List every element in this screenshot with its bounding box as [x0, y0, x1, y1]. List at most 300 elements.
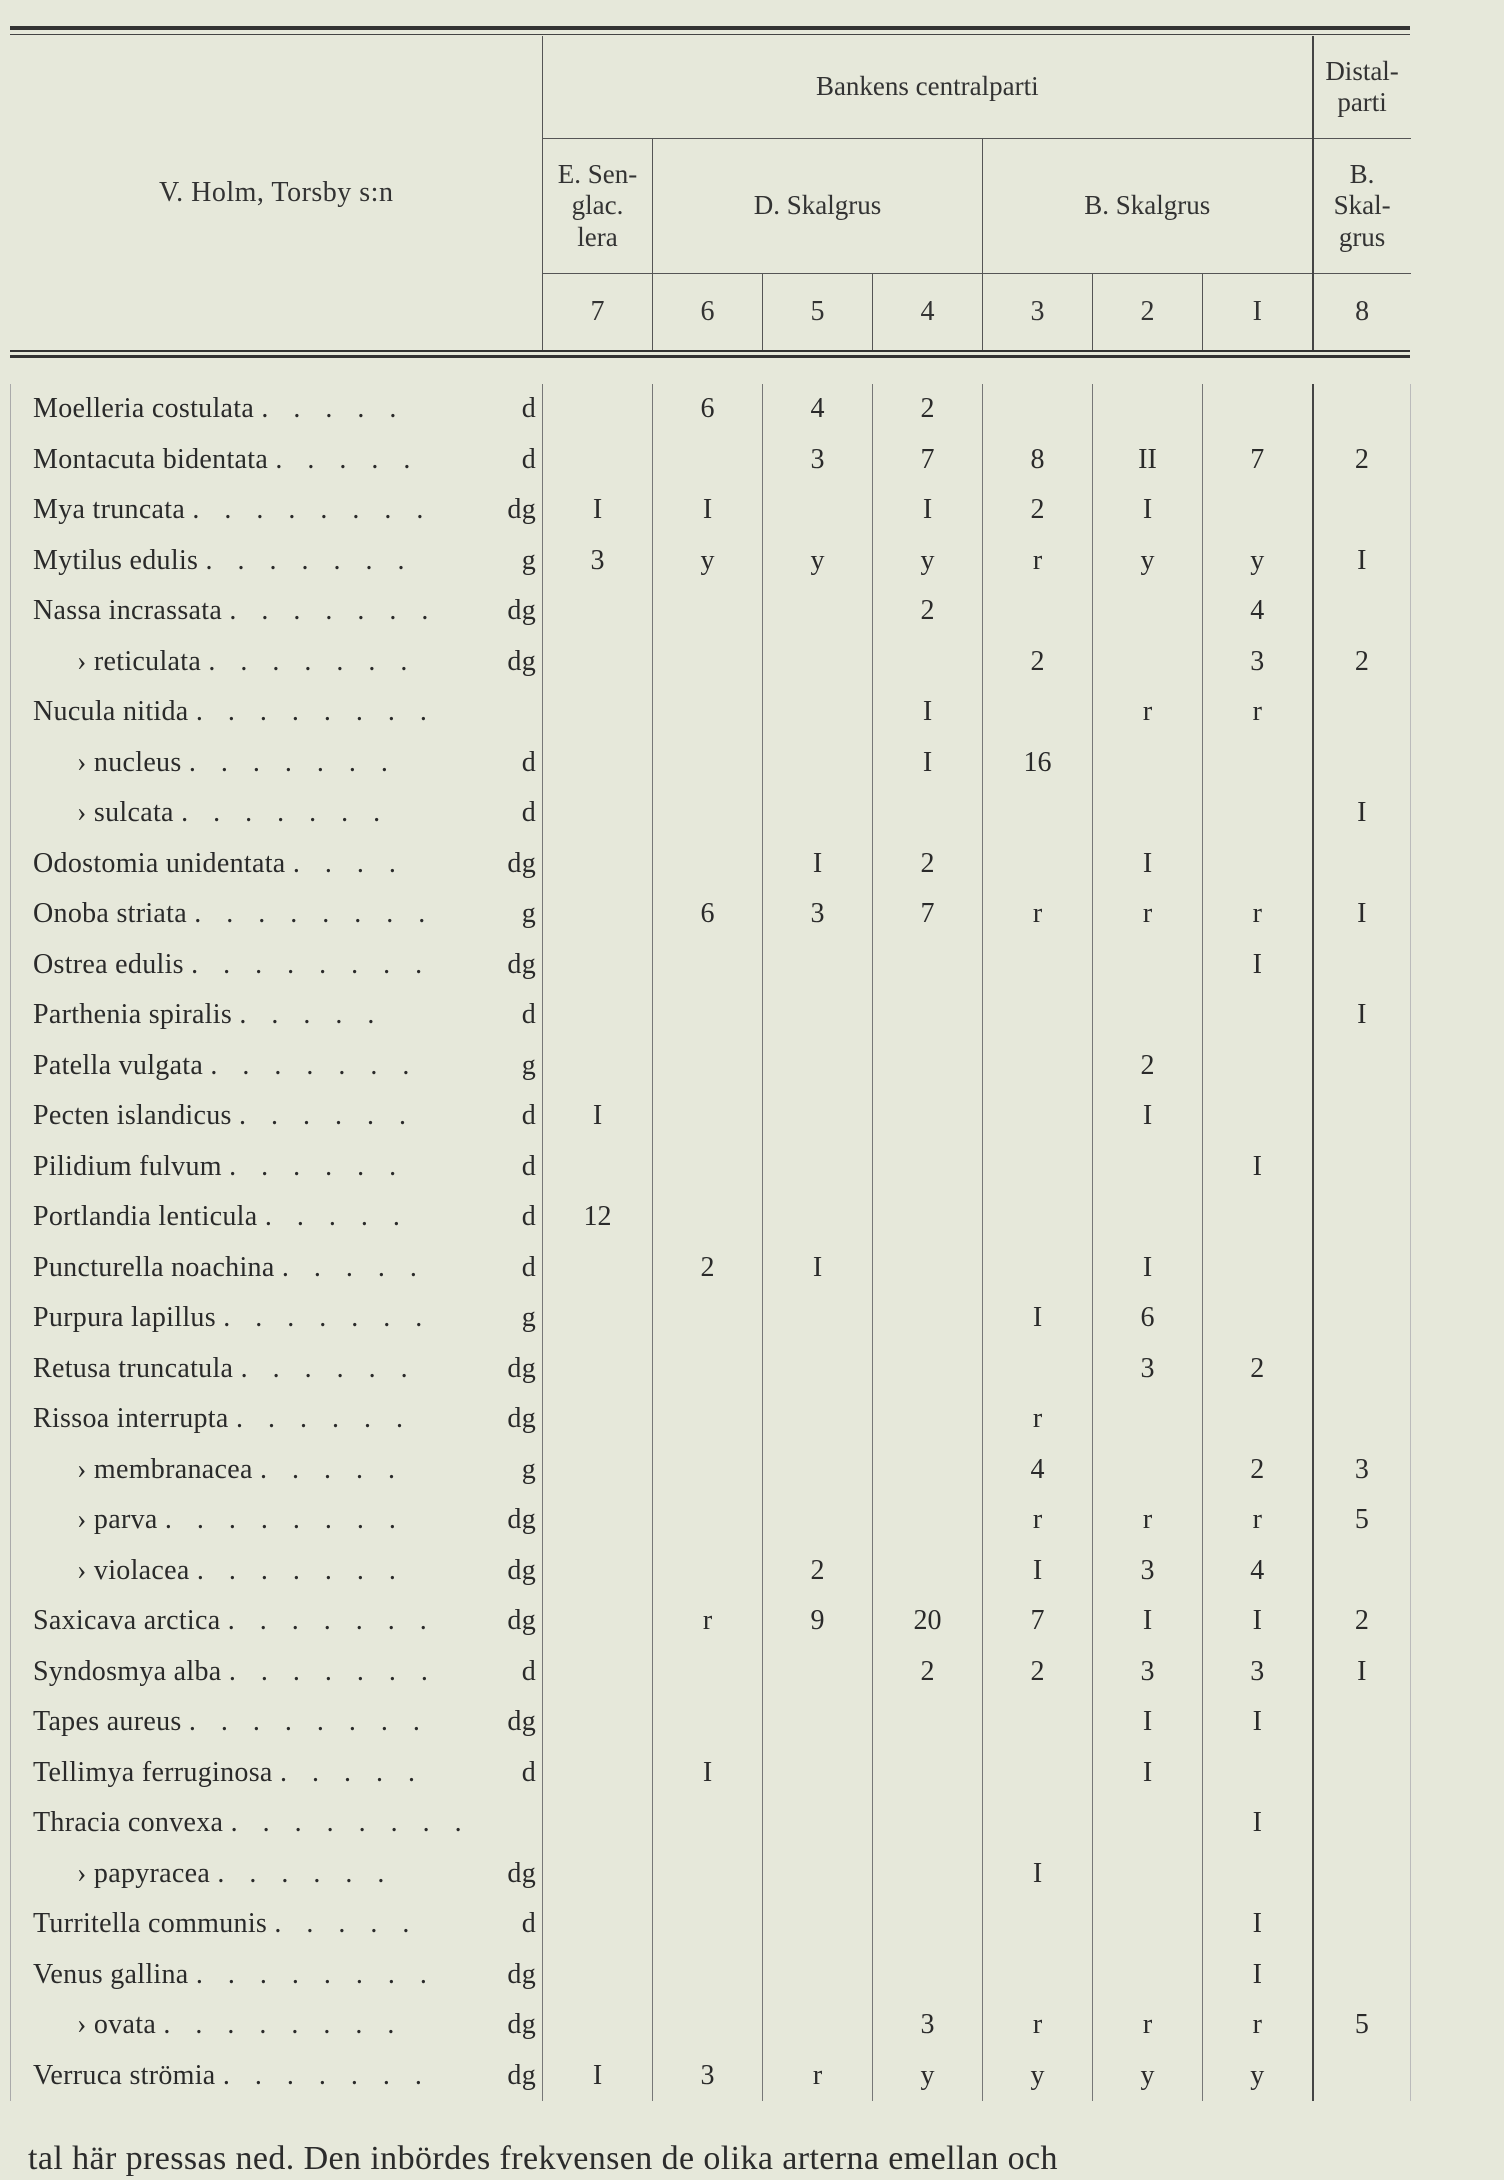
- count-cell: [983, 586, 1093, 637]
- species-name: Verruca strömia: [33, 2059, 216, 2091]
- count-cell: I: [1093, 839, 1203, 890]
- species-name: Tellimya ferruginosa: [33, 1756, 273, 1788]
- count-cell: [1313, 687, 1411, 738]
- count-cell: [1313, 1950, 1411, 2001]
- count-cell: [1313, 1293, 1411, 1344]
- count-cell: [1093, 586, 1203, 637]
- table-row: [11, 637, 1411, 688]
- count-cell: [1203, 1849, 1313, 1900]
- habitat-code: dg: [507, 2059, 536, 2091]
- species-table: [10, 36, 1411, 2101]
- count-cell: [873, 1899, 983, 1950]
- table-row: [11, 1899, 1411, 1950]
- count-cell: [873, 1798, 983, 1849]
- species-name: Purpura lapillus: [33, 1302, 216, 1334]
- leader-dots: . . . . .: [279, 1756, 424, 1788]
- species-name: › reticulata: [77, 645, 202, 677]
- table-row: [11, 2051, 1411, 2102]
- habitat-code: g: [521, 1302, 536, 1334]
- count-cell: [653, 1647, 763, 1698]
- table-row: [11, 586, 1411, 637]
- count-cell: [1313, 1243, 1411, 1294]
- species-cell: [11, 839, 543, 890]
- count-cell: y: [983, 2051, 1093, 2102]
- count-cell: y: [873, 536, 983, 587]
- leader-dots: . . . . .: [261, 393, 406, 425]
- habitat-code: g: [521, 544, 536, 576]
- count-cell: I: [653, 485, 763, 536]
- leader-dots: . . . . . . .: [227, 1605, 436, 1637]
- species-name: Syndosmya alba: [33, 1655, 222, 1687]
- count-cell: r: [983, 2000, 1093, 2051]
- count-cell: [873, 940, 983, 991]
- count-cell: 2: [1313, 1596, 1411, 1647]
- count-cell: [1203, 990, 1313, 1041]
- table-row: [11, 384, 1411, 435]
- species-cell: [11, 889, 543, 940]
- count-cell: [543, 1697, 653, 1748]
- count-cell: [1093, 788, 1203, 839]
- count-cell: [873, 1344, 983, 1395]
- count-cell: [543, 1899, 653, 1950]
- sub-header-b: B. Skalgrus: [983, 139, 1313, 274]
- count-cell: [653, 1950, 763, 2001]
- count-cell: [763, 1142, 873, 1193]
- species-name: Nassa incrassata: [33, 595, 223, 627]
- count-cell: [543, 1546, 653, 1597]
- column-number: 3: [983, 274, 1093, 351]
- count-cell: [763, 1445, 873, 1496]
- leader-dots: . . . . . .: [235, 1403, 412, 1435]
- count-cell: I: [1093, 1596, 1203, 1647]
- top-rule: [10, 26, 1410, 30]
- species-name: Pilidium fulvum: [33, 1150, 222, 1182]
- count-cell: [543, 1596, 653, 1647]
- habitat-code: d: [521, 1908, 536, 1940]
- table-row: [11, 1041, 1411, 1092]
- count-cell: [1093, 1849, 1203, 1900]
- top-rule-thin: [10, 34, 1410, 35]
- count-cell: I: [873, 485, 983, 536]
- species-cell: [11, 990, 543, 1041]
- count-cell: [653, 2000, 763, 2051]
- count-cell: [1093, 1445, 1203, 1496]
- count-cell: 7: [873, 435, 983, 486]
- habitat-code: d: [521, 1100, 536, 1132]
- count-cell: y: [873, 2051, 983, 2102]
- table-row: [11, 687, 1411, 738]
- count-cell: y: [653, 536, 763, 587]
- species-name: › nucleus: [77, 746, 182, 778]
- count-cell: [873, 990, 983, 1041]
- count-cell: I: [1313, 1647, 1411, 1698]
- species-cell: [11, 435, 543, 486]
- count-cell: I: [543, 1091, 653, 1142]
- habitat-code: d: [521, 999, 536, 1031]
- count-cell: 2: [873, 586, 983, 637]
- leader-dots: . . . . .: [274, 1908, 419, 1940]
- count-cell: [543, 1344, 653, 1395]
- count-cell: [653, 1697, 763, 1748]
- count-cell: [763, 637, 873, 688]
- count-cell: [763, 1041, 873, 1092]
- leader-dots: . . . . . . .: [222, 2059, 431, 2091]
- count-cell: I: [1313, 536, 1411, 587]
- count-cell: [1313, 1091, 1411, 1142]
- table-row: [11, 839, 1411, 890]
- count-cell: I: [1203, 1899, 1313, 1950]
- table-row: [11, 1091, 1411, 1142]
- species-cell: [11, 738, 543, 789]
- leader-dots: . . . .: [292, 847, 405, 879]
- count-cell: [763, 1495, 873, 1546]
- count-cell: 2: [1313, 435, 1411, 486]
- count-cell: [1313, 839, 1411, 890]
- count-cell: [653, 788, 763, 839]
- count-cell: I: [1203, 1596, 1313, 1647]
- count-cell: [873, 1293, 983, 1344]
- count-cell: [873, 1041, 983, 1092]
- table-row: [11, 1596, 1411, 1647]
- species-name: Odostomia unidentata: [33, 847, 286, 879]
- count-cell: [1093, 637, 1203, 688]
- count-cell: I: [873, 687, 983, 738]
- species-cell: [11, 1091, 543, 1142]
- species-name: › sulcata: [77, 797, 174, 829]
- column-number: 5: [763, 274, 873, 351]
- species-cell: [11, 2000, 543, 2051]
- count-cell: [543, 637, 653, 688]
- species-cell: [11, 1243, 543, 1294]
- species-cell: [11, 637, 543, 688]
- body-text-line: tal här pressas ned. Den inbördes frekvensen de olika arterna emellan och: [28, 2140, 1058, 2177]
- species-name: Moelleria costulata: [33, 393, 255, 425]
- count-cell: [763, 1950, 873, 2001]
- count-cell: [1313, 586, 1411, 637]
- table-row: [11, 1344, 1411, 1395]
- count-cell: [543, 1495, 653, 1546]
- species-cell: [11, 586, 543, 637]
- count-cell: [763, 485, 873, 536]
- count-cell: [1313, 1697, 1411, 1748]
- species-name: › parva: [77, 1504, 158, 1536]
- leader-dots: . . . . . . . .: [188, 1706, 429, 1738]
- count-cell: r: [983, 1495, 1093, 1546]
- distal-group-header: Distal- parti: [1313, 36, 1411, 139]
- count-cell: [543, 839, 653, 890]
- species-cell: [11, 485, 543, 536]
- table-row: [11, 485, 1411, 536]
- count-cell: [543, 1394, 653, 1445]
- count-cell: [1203, 1041, 1313, 1092]
- count-cell: I: [1313, 990, 1411, 1041]
- count-cell: I: [1203, 1950, 1313, 2001]
- count-cell: [653, 990, 763, 1041]
- table-row: [11, 1293, 1411, 1344]
- count-cell: [983, 839, 1093, 890]
- habitat-code: dg: [507, 1352, 536, 1384]
- count-cell: [1093, 1142, 1203, 1193]
- habitat-code: d: [521, 1201, 536, 1233]
- count-cell: [983, 1798, 1093, 1849]
- count-cell: 6: [653, 384, 763, 435]
- species-cell: [11, 1697, 543, 1748]
- table-row: [11, 435, 1411, 486]
- count-cell: 9: [763, 1596, 873, 1647]
- species-cell: [11, 1394, 543, 1445]
- habitat-code: dg: [507, 494, 536, 526]
- species-cell: [11, 1495, 543, 1546]
- count-cell: 4: [1203, 586, 1313, 637]
- count-cell: [763, 1344, 873, 1395]
- habitat-code: d: [521, 393, 536, 425]
- leader-dots: . . . . . . . .: [164, 1504, 405, 1536]
- table-row: [11, 1546, 1411, 1597]
- count-cell: 2: [1203, 1344, 1313, 1395]
- count-cell: [543, 687, 653, 738]
- count-cell: [1203, 1192, 1313, 1243]
- count-cell: 3: [1313, 1445, 1411, 1496]
- count-cell: [543, 1748, 653, 1799]
- count-cell: [1313, 1748, 1411, 1799]
- habitat-code: dg: [507, 1554, 536, 1586]
- species-cell: [11, 1899, 543, 1950]
- count-cell: [873, 1849, 983, 1900]
- count-cell: [763, 940, 873, 991]
- count-cell: [1203, 485, 1313, 536]
- count-cell: 4: [1203, 1546, 1313, 1597]
- table-row: [11, 990, 1411, 1041]
- count-cell: r: [763, 2051, 873, 2102]
- count-cell: [1313, 1546, 1411, 1597]
- count-cell: 3: [1203, 637, 1313, 688]
- leader-dots: . . . . .: [275, 443, 420, 475]
- species-cell: [11, 1293, 543, 1344]
- species-name: Mya truncata: [33, 494, 186, 526]
- species-cell: [11, 1192, 543, 1243]
- count-cell: [763, 1091, 873, 1142]
- count-cell: y: [1093, 2051, 1203, 2102]
- leader-dots: . . . . . . .: [196, 1554, 405, 1586]
- count-cell: [1313, 1142, 1411, 1193]
- count-cell: I: [763, 1243, 873, 1294]
- leader-dots: . . . . . . .: [205, 544, 414, 576]
- leader-dots: . . . . . . . .: [163, 2009, 404, 2041]
- leader-dots: . . . . .: [281, 1251, 426, 1283]
- count-cell: [983, 1697, 1093, 1748]
- table-row: [11, 1445, 1411, 1496]
- sub-header-distal: B. Skal- grus: [1313, 139, 1411, 274]
- count-cell: r: [1093, 2000, 1203, 2051]
- count-cell: [873, 1243, 983, 1294]
- species-name: Montacuta bidentata: [33, 443, 269, 475]
- count-cell: r: [1093, 889, 1203, 940]
- count-cell: [1203, 1748, 1313, 1799]
- species-name: Nucula nitida: [33, 696, 189, 728]
- count-cell: [1313, 940, 1411, 991]
- leader-dots: . . . . .: [260, 1453, 404, 1485]
- count-cell: [1203, 1293, 1313, 1344]
- count-cell: [653, 1142, 763, 1193]
- count-cell: [543, 889, 653, 940]
- count-cell: [763, 687, 873, 738]
- count-cell: [543, 1243, 653, 1294]
- count-cell: [653, 1445, 763, 1496]
- count-cell: [653, 687, 763, 738]
- table-row: [11, 940, 1411, 991]
- species-cell: [11, 1849, 543, 1900]
- count-cell: 3: [1093, 1344, 1203, 1395]
- count-cell: [543, 990, 653, 1041]
- count-cell: [873, 1950, 983, 2001]
- count-cell: [653, 1041, 763, 1092]
- count-cell: 20: [873, 1596, 983, 1647]
- count-cell: [873, 1495, 983, 1546]
- count-cell: r: [1203, 2000, 1313, 2051]
- count-cell: 6: [1093, 1293, 1203, 1344]
- count-cell: [653, 1192, 763, 1243]
- count-cell: [1313, 485, 1411, 536]
- leader-dots: . . . . . . .: [228, 1655, 437, 1687]
- count-cell: [543, 435, 653, 486]
- leader-dots: . . . . . . .: [181, 797, 390, 829]
- count-cell: [983, 940, 1093, 991]
- count-cell: [983, 384, 1093, 435]
- count-cell: 3: [763, 435, 873, 486]
- sub-header-d: D. Skalgrus: [653, 139, 983, 274]
- table-row: [11, 738, 1411, 789]
- count-cell: [1203, 1091, 1313, 1142]
- count-cell: [763, 1849, 873, 1900]
- count-cell: 3: [543, 536, 653, 587]
- habitat-code: dg: [507, 1958, 536, 1990]
- count-cell: [873, 788, 983, 839]
- count-cell: [763, 1798, 873, 1849]
- habitat-code: g: [521, 1453, 536, 1485]
- table-row: [11, 1748, 1411, 1799]
- count-cell: 2: [983, 1647, 1093, 1698]
- count-cell: I: [763, 839, 873, 890]
- column-number: 8: [1313, 274, 1411, 351]
- species-name: Ostrea edulis: [33, 948, 184, 980]
- count-cell: [653, 1344, 763, 1395]
- count-cell: [873, 1394, 983, 1445]
- species-cell: [11, 1041, 543, 1092]
- species-cell: [11, 384, 543, 435]
- count-cell: 3: [653, 2051, 763, 2102]
- count-cell: 2: [1313, 637, 1411, 688]
- count-cell: 4: [763, 384, 873, 435]
- count-cell: [1093, 1394, 1203, 1445]
- leader-dots: . . . . . . .: [208, 645, 417, 677]
- count-cell: [543, 788, 653, 839]
- species-name: Retusa truncatula: [33, 1352, 234, 1384]
- sub-header-e: E. Sen- glac. lera: [543, 139, 653, 274]
- count-cell: [763, 586, 873, 637]
- count-cell: 12: [543, 1192, 653, 1243]
- habitat-code: d: [521, 746, 536, 778]
- count-cell: 3: [763, 889, 873, 940]
- count-cell: [1203, 1394, 1313, 1445]
- count-cell: [1203, 1243, 1313, 1294]
- count-cell: I: [983, 1293, 1093, 1344]
- count-cell: [653, 839, 763, 890]
- count-cell: 7: [983, 1596, 1093, 1647]
- count-cell: [543, 1445, 653, 1496]
- count-cell: [873, 1546, 983, 1597]
- count-cell: I: [1313, 788, 1411, 839]
- leader-dots: . . . . . . . .: [192, 494, 433, 526]
- species-cell: [11, 1748, 543, 1799]
- leader-dots: . . . . . . .: [223, 1302, 432, 1334]
- table-row: [11, 1142, 1411, 1193]
- species-cell: [11, 1950, 543, 2001]
- count-cell: y: [1093, 536, 1203, 587]
- count-cell: [1313, 738, 1411, 789]
- species-name: › ovata: [77, 2009, 157, 2041]
- habitat-code: d: [521, 797, 536, 829]
- count-cell: [983, 788, 1093, 839]
- species-name: Tapes aureus: [33, 1706, 182, 1738]
- leader-dots: . . . . .: [264, 1201, 409, 1233]
- habitat-code: dg: [507, 1706, 536, 1738]
- count-cell: [543, 1798, 653, 1849]
- table-row: [11, 1697, 1411, 1748]
- count-cell: [1093, 1899, 1203, 1950]
- count-cell: 7: [1203, 435, 1313, 486]
- species-name: Puncturella noachina: [33, 1251, 275, 1283]
- count-cell: r: [1093, 687, 1203, 738]
- count-cell: [653, 1091, 763, 1142]
- count-cell: [1313, 1344, 1411, 1395]
- count-cell: [763, 1647, 873, 1698]
- count-cell: I: [1093, 1243, 1203, 1294]
- species-cell: [11, 687, 543, 738]
- species-cell: [11, 2051, 543, 2102]
- species-cell: [11, 536, 543, 587]
- count-cell: I: [1203, 1142, 1313, 1193]
- count-cell: 2: [653, 1243, 763, 1294]
- habitat-code: dg: [507, 2009, 536, 2041]
- leader-dots: . . . . . . .: [210, 1049, 419, 1081]
- count-cell: [983, 1748, 1093, 1799]
- count-cell: I: [983, 1546, 1093, 1597]
- count-cell: [763, 1394, 873, 1445]
- leader-dots: . . . . .: [239, 999, 384, 1031]
- count-cell: [873, 1445, 983, 1496]
- table-row: [11, 788, 1411, 839]
- count-cell: [983, 1041, 1093, 1092]
- count-cell: [763, 1899, 873, 1950]
- species-name: › papyracea: [77, 1857, 211, 1889]
- count-cell: II: [1093, 435, 1203, 486]
- count-cell: [653, 1394, 763, 1445]
- count-cell: [983, 1344, 1093, 1395]
- count-cell: [1313, 1849, 1411, 1900]
- column-number: 7: [543, 274, 653, 351]
- count-cell: [983, 1091, 1093, 1142]
- species-name: Parthenia spiralis: [33, 999, 233, 1031]
- count-cell: r: [653, 1596, 763, 1647]
- count-cell: r: [1203, 687, 1313, 738]
- count-cell: [873, 637, 983, 688]
- species-name: Pecten islandicus: [33, 1100, 232, 1132]
- count-cell: [1093, 1950, 1203, 2001]
- table-body: [11, 384, 1411, 2101]
- count-cell: r: [983, 1394, 1093, 1445]
- count-cell: 3: [1093, 1546, 1203, 1597]
- count-cell: [653, 1899, 763, 1950]
